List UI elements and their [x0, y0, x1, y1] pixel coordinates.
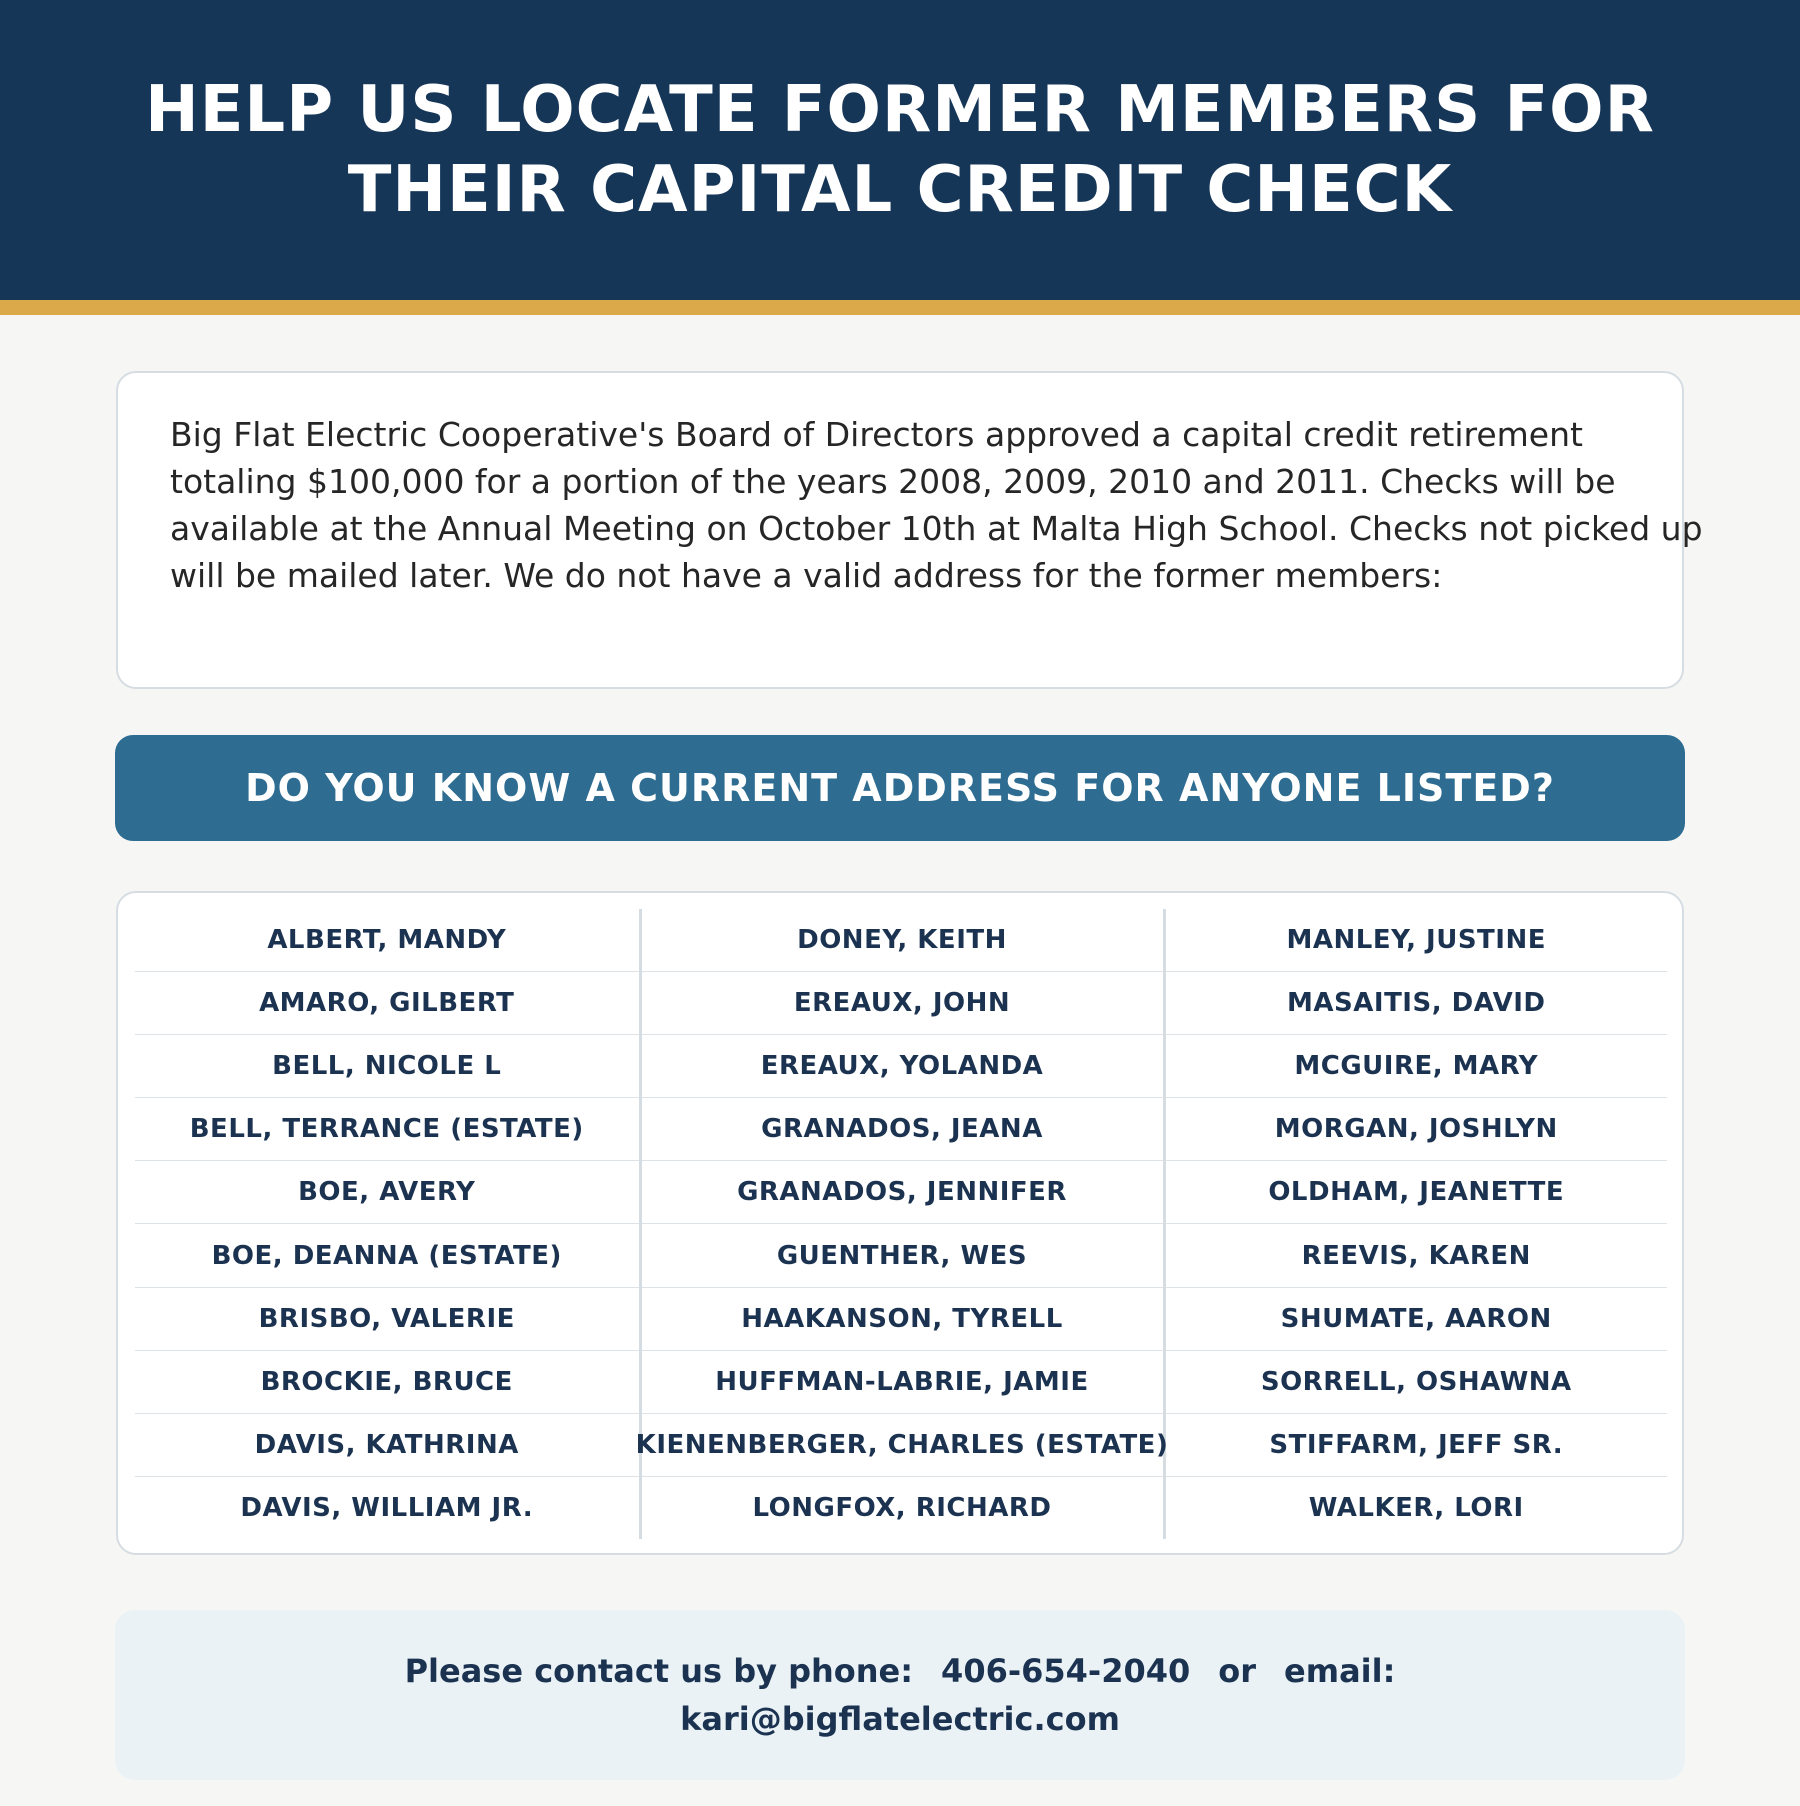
member-name: EREAUX, JOHN — [642, 972, 1163, 1035]
names-column-1 — [135, 909, 642, 1539]
contact-email-label: email: — [1284, 1652, 1396, 1690]
member-name: BELL, NICOLE L — [135, 1035, 639, 1098]
contact-text — [405, 1647, 1396, 1743]
member-name: GRANADOS, JENNIFER — [642, 1161, 1163, 1224]
member-name: WALKER, LORI — [1308, 1492, 1524, 1523]
member-name: SHUMATE, AARON — [1166, 1288, 1668, 1351]
contact-or: or — [1218, 1652, 1257, 1690]
member-name: EREAUX, YOLANDA — [642, 1035, 1163, 1098]
member-name: OLDHAM, JEANETTE — [1166, 1161, 1668, 1224]
names-column-3 — [1166, 909, 1668, 1539]
member-name: AMARO, GILBERT — [135, 972, 639, 1035]
question-banner-text: DO YOU KNOW A CURRENT ADDRESS FOR ANYONE LISTED? — [245, 766, 1555, 810]
member-name: DAVIS, WILLIAM JR. — [240, 1492, 534, 1523]
contact-prefix: Please contact us by phone: — [404, 1652, 914, 1690]
member-name: DONEY, KEITH — [642, 909, 1163, 972]
member-name: LONGFOX, RICHARD — [752, 1492, 1052, 1523]
header — [0, 0, 1800, 300]
member-name: HAAKANSON, TYRELL — [642, 1288, 1163, 1351]
member-name: MANLEY, JUSTINE — [1166, 909, 1668, 972]
contact-email[interactable]: kari@bigflatelectric.com — [680, 1700, 1120, 1738]
member-name: GRANADOS, JEANA — [642, 1098, 1163, 1161]
intro-card — [116, 371, 1703, 689]
member-name: ALBERT, MANDY — [135, 909, 639, 972]
member-name: BELL, TERRANCE (ESTATE) — [135, 1098, 639, 1161]
member-name: DAVIS, KATHRINA — [135, 1414, 639, 1477]
contact-phone[interactable]: 406-654-2040 — [941, 1652, 1191, 1690]
member-name: GUENTHER, WES — [642, 1224, 1163, 1287]
member-name: REEVIS, KAREN — [1166, 1224, 1668, 1287]
former-members-grid — [135, 909, 1667, 1539]
names-column-2 — [635, 909, 1169, 1539]
member-name: BROCKIE, BRUCE — [135, 1351, 639, 1414]
member-name: STIFFARM, JEFF SR. — [1166, 1414, 1668, 1477]
member-name: HUFFMAN-LABRIE, JAMIE — [642, 1351, 1163, 1414]
question-banner — [115, 735, 1685, 841]
member-name: MCGUIRE, MARY — [1166, 1035, 1668, 1098]
contact-box — [115, 1610, 1685, 1780]
accent-divider — [0, 300, 1800, 315]
member-name: MORGAN, JOSHLYN — [1166, 1098, 1668, 1161]
intro-text: Big Flat Electric Cooperative's Board of Directors approved a capital credit retirement totaling $100,000 for a portion of the years 2008, 2009, 2010 and 2011. Checks will be available at the Annual Meeting on October 10th at Malta High School. Checks not picked up will be mailed later. We do not have a valid address for the former members: — [170, 415, 1703, 595]
member-name: BRISBO, VALERIE — [135, 1288, 639, 1351]
former-members-table — [116, 891, 1684, 1555]
page-title: HELP US LOCATE FORMER MEMBERS FOR THEIR CAPITAL CREDIT CHECK — [145, 73, 1655, 227]
member-name: SORRELL, OSHAWNA — [1166, 1351, 1668, 1414]
member-name: BOE, AVERY — [135, 1161, 639, 1224]
member-name: KIENENBERGER, CHARLES (ESTATE) — [642, 1414, 1163, 1477]
member-name: BOE, DEANNA (ESTATE) — [135, 1224, 639, 1287]
member-name: MASAITIS, DAVID — [1166, 972, 1668, 1035]
